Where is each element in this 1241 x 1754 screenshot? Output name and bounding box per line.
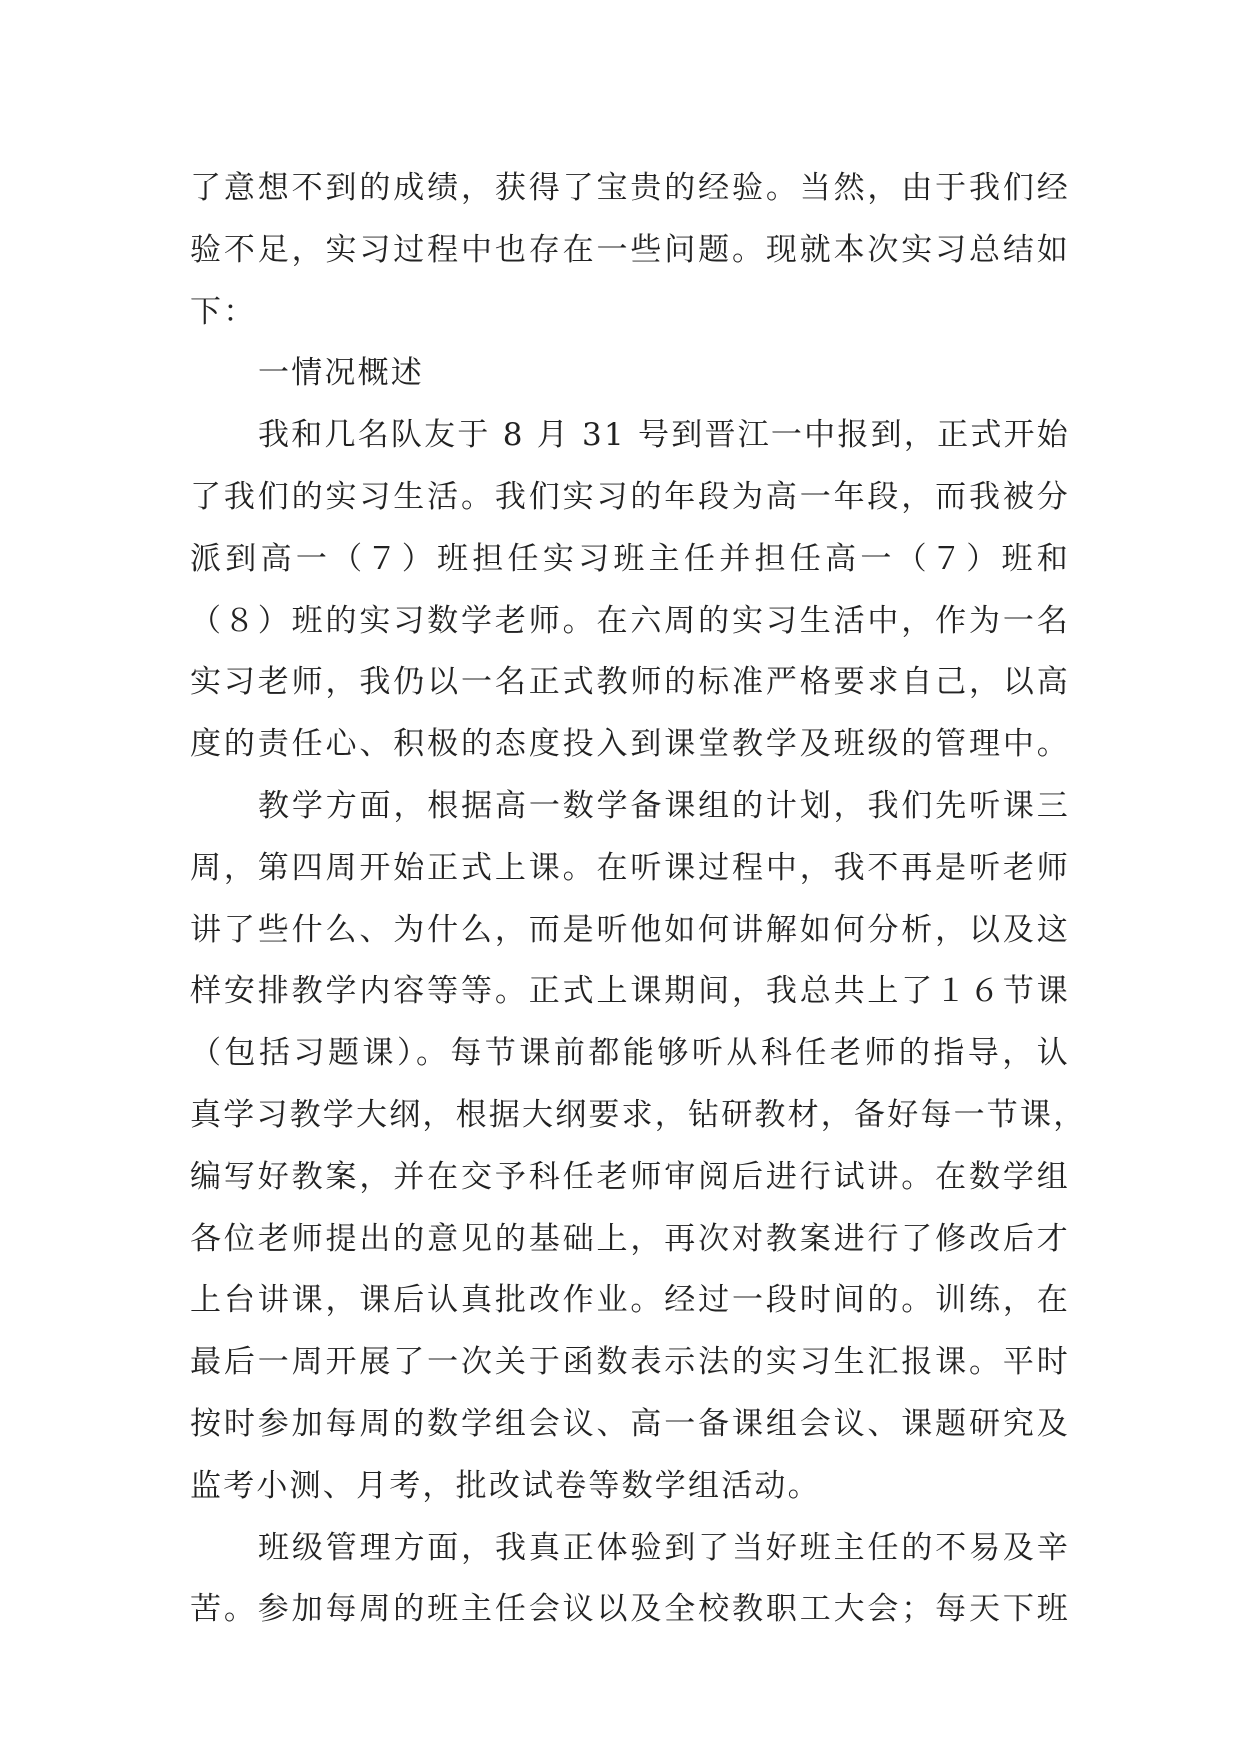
text-line: 验不足，实习过程中也存在一些问题。现就本次实习总结如 (190, 231, 1070, 268)
text-line: 上台讲课，课后认真批改作业。经过一段时间的。训练，在 (190, 1282, 1070, 1319)
text-line: （８）班的实习数学老师。在六周的实习生活中，作为一名 (190, 602, 1070, 639)
text-line: 最后一周开展了一次关于函数表示法的实习生汇报课。平时 (190, 1344, 1070, 1381)
text-line: 各位老师提出的意见的基础上，再次对教案进行了修改后才 (190, 1220, 1070, 1257)
text-line: 派到高一（７）班担任实习班主任并担任高一（７）班和 (190, 540, 1070, 577)
text-line: 编写好教案，并在交予科任老师审阅后进行试讲。在数学组 (190, 1158, 1070, 1195)
text-line: 苦。参加每周的班主任会议以及全校教职工大会；每天下班 (190, 1591, 1070, 1628)
section-heading: 一情况概述 (258, 355, 424, 392)
text-line: 我和几名队友于 8 月 31 号到晋江一中报到，正式开始 (258, 417, 1070, 454)
text-line: 讲了些什么、为什么，而是听他如何讲解如何分析，以及这 (190, 911, 1070, 948)
text-line: 度的责任心、积极的态度投入到课堂教学及班级的管理中。 (190, 726, 1070, 763)
text-line: 实习老师，我仍以一名正式教师的标准严格要求自己，以高 (190, 664, 1070, 701)
text-line: 周，第四周开始正式上课。在听课过程中，我不再是听老师 (190, 849, 1070, 886)
text-line: 按时参加每周的数学组会议、高一备课组会议、课题研究及 (190, 1405, 1070, 1442)
text-line: 班级管理方面，我真正体验到了当好班主任的不易及辛 (258, 1529, 1070, 1566)
text-line: 真学习教学大纲，根据大纲要求，钻研教材，备好每一节课， (190, 1096, 1087, 1133)
document-body (190, 158, 1087, 1641)
text-line: 了我们的实习生活。我们实习的年段为高一年段，而我被分 (190, 478, 1070, 515)
text-line: 下： (190, 293, 257, 330)
text-line: 教学方面，根据高一数学备课组的计划，我们先听课三 (258, 787, 1070, 824)
text-line: 了意想不到的成绩，获得了宝贵的经验。当然，由于我们经 (190, 170, 1070, 206)
text-line: （包括习题课）。每节课前都能够听从科任老师的指导，认 (190, 1035, 1070, 1072)
text-line: 样安排教学内容等等。正式上课期间，我总共上了１６节课 (190, 973, 1070, 1010)
text-line: 监考小测、月考，批改试卷等数学组活动。 (190, 1467, 821, 1504)
